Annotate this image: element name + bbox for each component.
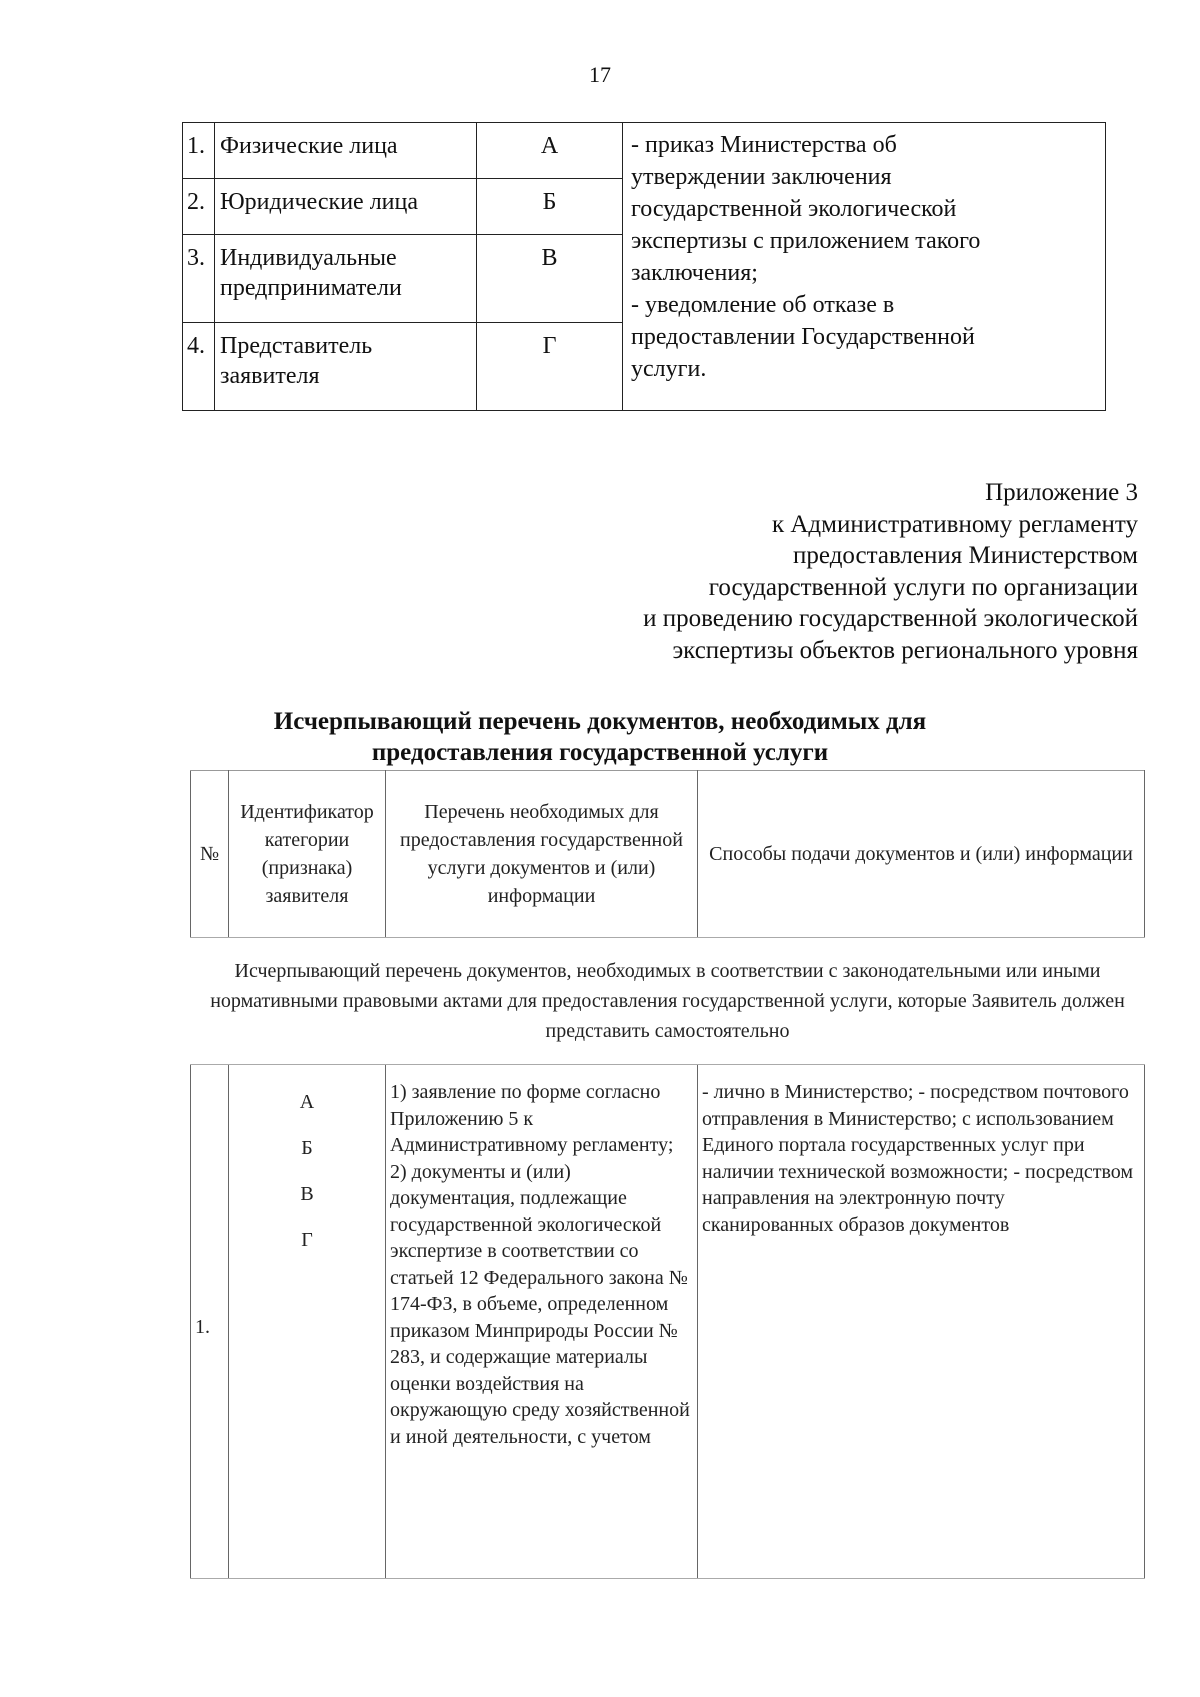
header-number: № (191, 771, 229, 938)
appendix-line: Приложение 3 (985, 479, 1138, 506)
row-number: 1. (191, 1065, 229, 1579)
page-number: 17 (589, 62, 611, 87)
category-code: В (477, 235, 623, 323)
identifier-code: Г (301, 1229, 313, 1251)
appendix-line: экспертизы объектов регионального уровня (672, 636, 1138, 664)
result-line: услуги. (631, 356, 707, 382)
result-line: - уведомление об отказе в (631, 292, 895, 318)
header-methods: Способы подачи документов и (или) информации (698, 771, 1145, 938)
document-title (0, 706, 1200, 768)
result-line: - приказ Министерства об (631, 132, 897, 158)
appendix-line: и проведению государственной экологической (643, 605, 1138, 632)
result-line: государственной экологической (631, 196, 957, 222)
appendix-line: к Административному регламенту (771, 510, 1138, 538)
documents-list-table (190, 770, 1145, 1579)
result-line: предоставлении Государственной (631, 324, 975, 350)
category-code: Г (477, 323, 623, 411)
result-line: экспертизы с приложением такого (631, 228, 981, 254)
row-number: 3. (183, 235, 215, 323)
section-caption-row (191, 938, 1145, 1065)
required-documents: 1) заявление по форме согласно Приложению 5 к Административному регламенту; 2) документы и (или) документация, подлежащие государственной экологической экспертизе в соответствии со статьей 12 Федерального закона № 174-ФЗ, в объеме, определенном приказом Минприроды России № 283, и содержащие материалы оценки воздействия на окружающую среду хозяйственной и иной деятельности, с учетом (386, 1065, 698, 1579)
title-line: Исчерпывающий перечень документов, необходимых для (273, 708, 927, 735)
result-line: утверждении заключения (631, 164, 892, 190)
appendix-line: государственной услуги по организации (708, 573, 1138, 601)
row-number: 4. (183, 323, 215, 411)
category-name: Физические лица (215, 123, 477, 179)
category-code: А (477, 123, 623, 179)
row-number: 2. (183, 179, 215, 235)
identifier-code: В (300, 1183, 314, 1205)
row-number: 1. (183, 123, 215, 179)
table-row (191, 1065, 1145, 1579)
submission-methods: - лично в Министерство; - посредством почтового отправления в Министерство; с использованием Единого портала государственных услуг при наличии технической возможности; - посредством направления на электронную почту сканированных образов документов (698, 1065, 1145, 1579)
section-caption: Исчерпывающий перечень документов, необходимых в соответствии с законодательными или иными нормативными правовыми актами для предоставления государственной услуги, которые Заявитель должен представить самостоятельно (191, 938, 1145, 1065)
applicant-identifiers (229, 1065, 386, 1579)
header-identifier: Идентификатор категории (признака) заявителя (229, 771, 386, 938)
table-row (183, 123, 1106, 179)
identifier-code: А (299, 1091, 315, 1113)
result-line: заключения; (631, 260, 758, 286)
table-header-row (191, 771, 1145, 938)
category-name: Юридические лица (215, 179, 477, 235)
category-code: Б (477, 179, 623, 235)
applicant-categories-table (182, 122, 1106, 411)
title-line: предоставления государственной услуги (371, 739, 829, 766)
result-documents-cell (623, 123, 1106, 411)
appendix-line: предоставления Министерством (793, 542, 1138, 569)
appendix-header (643, 477, 1138, 666)
header-documents: Перечень необходимых для предоставления государственной услуги документов и (или) информации (386, 771, 698, 938)
identifier-code: Б (301, 1137, 313, 1159)
category-name: Индивидуальные предприниматели (215, 235, 477, 323)
category-name: Представитель заявителя (215, 323, 477, 411)
